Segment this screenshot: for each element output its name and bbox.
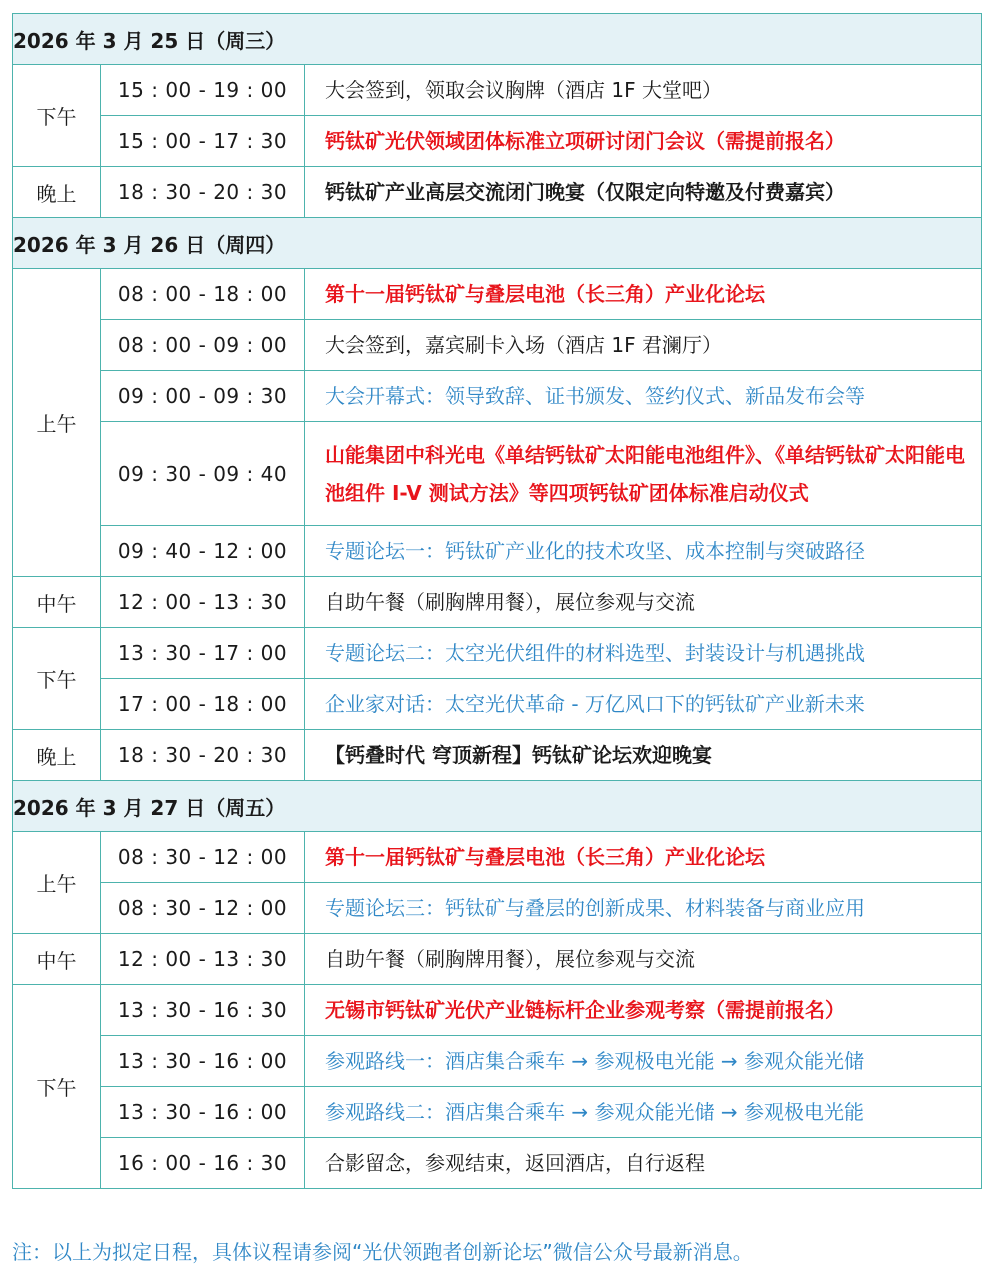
event-description: 大会签到，嘉宾刷卡入场（酒店 1F 君澜厅） bbox=[305, 320, 982, 371]
time-range: 13 : 30 - 16 : 30 bbox=[101, 985, 305, 1036]
time-range: 08 : 00 - 18 : 00 bbox=[101, 269, 305, 320]
day-date: 2026 年 3 月 26 日（周四） bbox=[13, 218, 982, 269]
event-description: 钙钛矿产业高层交流闭门晚宴（仅限定向特邀及付费嘉宾） bbox=[305, 167, 982, 218]
event-description: 无锡市钙钛矿光伏产业链标杆企业参观考察（需提前报名） bbox=[305, 985, 982, 1036]
schedule-row bbox=[13, 320, 982, 371]
period-label: 晚上 bbox=[13, 167, 101, 218]
schedule-row bbox=[13, 167, 982, 218]
day-date: 2026 年 3 月 25 日（周三） bbox=[13, 14, 982, 65]
period-label: 上午 bbox=[13, 269, 101, 577]
day-header-row bbox=[13, 14, 982, 65]
schedule-row bbox=[13, 679, 982, 730]
event-description: 企业家对话：太空光伏革命 - 万亿风口下的钙钛矿产业新未来 bbox=[305, 679, 982, 730]
schedule-row bbox=[13, 371, 982, 422]
schedule-row bbox=[13, 577, 982, 628]
day-header-row bbox=[13, 781, 982, 832]
schedule-row bbox=[13, 1036, 982, 1087]
period-label: 中午 bbox=[13, 934, 101, 985]
agenda-table bbox=[12, 13, 982, 1189]
day-date: 2026 年 3 月 27 日（周五） bbox=[13, 781, 982, 832]
event-description: 自助午餐（刷胸牌用餐），展位参观与交流 bbox=[305, 577, 982, 628]
schedule-row bbox=[13, 1138, 982, 1189]
schedule-row bbox=[13, 985, 982, 1036]
schedule-row bbox=[13, 832, 982, 883]
event-description: 【钙叠时代 穹顶新程】钙钛矿论坛欢迎晚宴 bbox=[305, 730, 982, 781]
event-description: 参观路线一：酒店集合乘车 → 参观极电光能 → 参观众能光储 bbox=[305, 1036, 982, 1087]
period-label: 晚上 bbox=[13, 730, 101, 781]
time-range: 08 : 30 - 12 : 00 bbox=[101, 832, 305, 883]
event-description: 自助午餐（刷胸牌用餐），展位参观与交流 bbox=[305, 934, 982, 985]
time-range: 08 : 30 - 12 : 00 bbox=[101, 883, 305, 934]
event-description: 大会签到，领取会议胸牌（酒店 1F 大堂吧） bbox=[305, 65, 982, 116]
schedule-row bbox=[13, 422, 982, 526]
time-range: 13 : 30 - 16 : 00 bbox=[101, 1036, 305, 1087]
time-range: 18 : 30 - 20 : 30 bbox=[101, 730, 305, 781]
event-description: 专题论坛三：钙钛矿与叠层的创新成果、材料装备与商业应用 bbox=[305, 883, 982, 934]
event-description: 专题论坛二：太空光伏组件的材料选型、封装设计与机遇挑战 bbox=[305, 628, 982, 679]
event-description: 合影留念，参观结束，返回酒店，自行返程 bbox=[305, 1138, 982, 1189]
footnote: 注：以上为拟定日程，具体议程请参阅“光伏领跑者创新论坛”微信公众号最新消息。 bbox=[12, 1240, 753, 1264]
schedule-row bbox=[13, 526, 982, 577]
time-range: 13 : 30 - 17 : 00 bbox=[101, 628, 305, 679]
time-range: 09 : 40 - 12 : 00 bbox=[101, 526, 305, 577]
agenda-body bbox=[13, 14, 982, 1189]
time-range: 18 : 30 - 20 : 30 bbox=[101, 167, 305, 218]
time-range: 15 : 00 - 19 : 00 bbox=[101, 65, 305, 116]
event-description: 钙钛矿光伏领域团体标准立项研讨闭门会议（需提前报名） bbox=[305, 116, 982, 167]
time-range: 17 : 00 - 18 : 00 bbox=[101, 679, 305, 730]
event-description: 大会开幕式：领导致辞、证书颁发、签约仪式、新品发布会等 bbox=[305, 371, 982, 422]
event-description: 第十一届钙钛矿与叠层电池（长三角）产业化论坛 bbox=[305, 832, 982, 883]
schedule-row bbox=[13, 934, 982, 985]
schedule-row bbox=[13, 1087, 982, 1138]
period-label: 下午 bbox=[13, 628, 101, 730]
event-description: 山能集团中科光电《单结钙钛矿太阳能电池组件》、《单结钙钛矿太阳能电池组件 I-V 测试方法》等四项钙钛矿团体标准启动仪式 bbox=[305, 422, 982, 526]
schedule-row bbox=[13, 65, 982, 116]
schedule-row bbox=[13, 730, 982, 781]
period-label: 中午 bbox=[13, 577, 101, 628]
schedule-row bbox=[13, 269, 982, 320]
schedule-row bbox=[13, 883, 982, 934]
time-range: 08 : 00 - 09 : 00 bbox=[101, 320, 305, 371]
schedule-row bbox=[13, 116, 982, 167]
time-range: 15 : 00 - 17 : 30 bbox=[101, 116, 305, 167]
time-range: 12 : 00 - 13 : 30 bbox=[101, 934, 305, 985]
event-description: 第十一届钙钛矿与叠层电池（长三角）产业化论坛 bbox=[305, 269, 982, 320]
day-header-row bbox=[13, 218, 982, 269]
event-description: 专题论坛一：钙钛矿产业化的技术攻坚、成本控制与突破路径 bbox=[305, 526, 982, 577]
schedule-row bbox=[13, 628, 982, 679]
period-label: 上午 bbox=[13, 832, 101, 934]
time-range: 09 : 00 - 09 : 30 bbox=[101, 371, 305, 422]
time-range: 16 : 00 - 16 : 30 bbox=[101, 1138, 305, 1189]
time-range: 09 : 30 - 09 : 40 bbox=[101, 422, 305, 526]
period-label: 下午 bbox=[13, 985, 101, 1189]
period-label: 下午 bbox=[13, 65, 101, 167]
time-range: 12 : 00 - 13 : 30 bbox=[101, 577, 305, 628]
event-description: 参观路线二：酒店集合乘车 → 参观众能光储 → 参观极电光能 bbox=[305, 1087, 982, 1138]
time-range: 13 : 30 - 16 : 00 bbox=[101, 1087, 305, 1138]
